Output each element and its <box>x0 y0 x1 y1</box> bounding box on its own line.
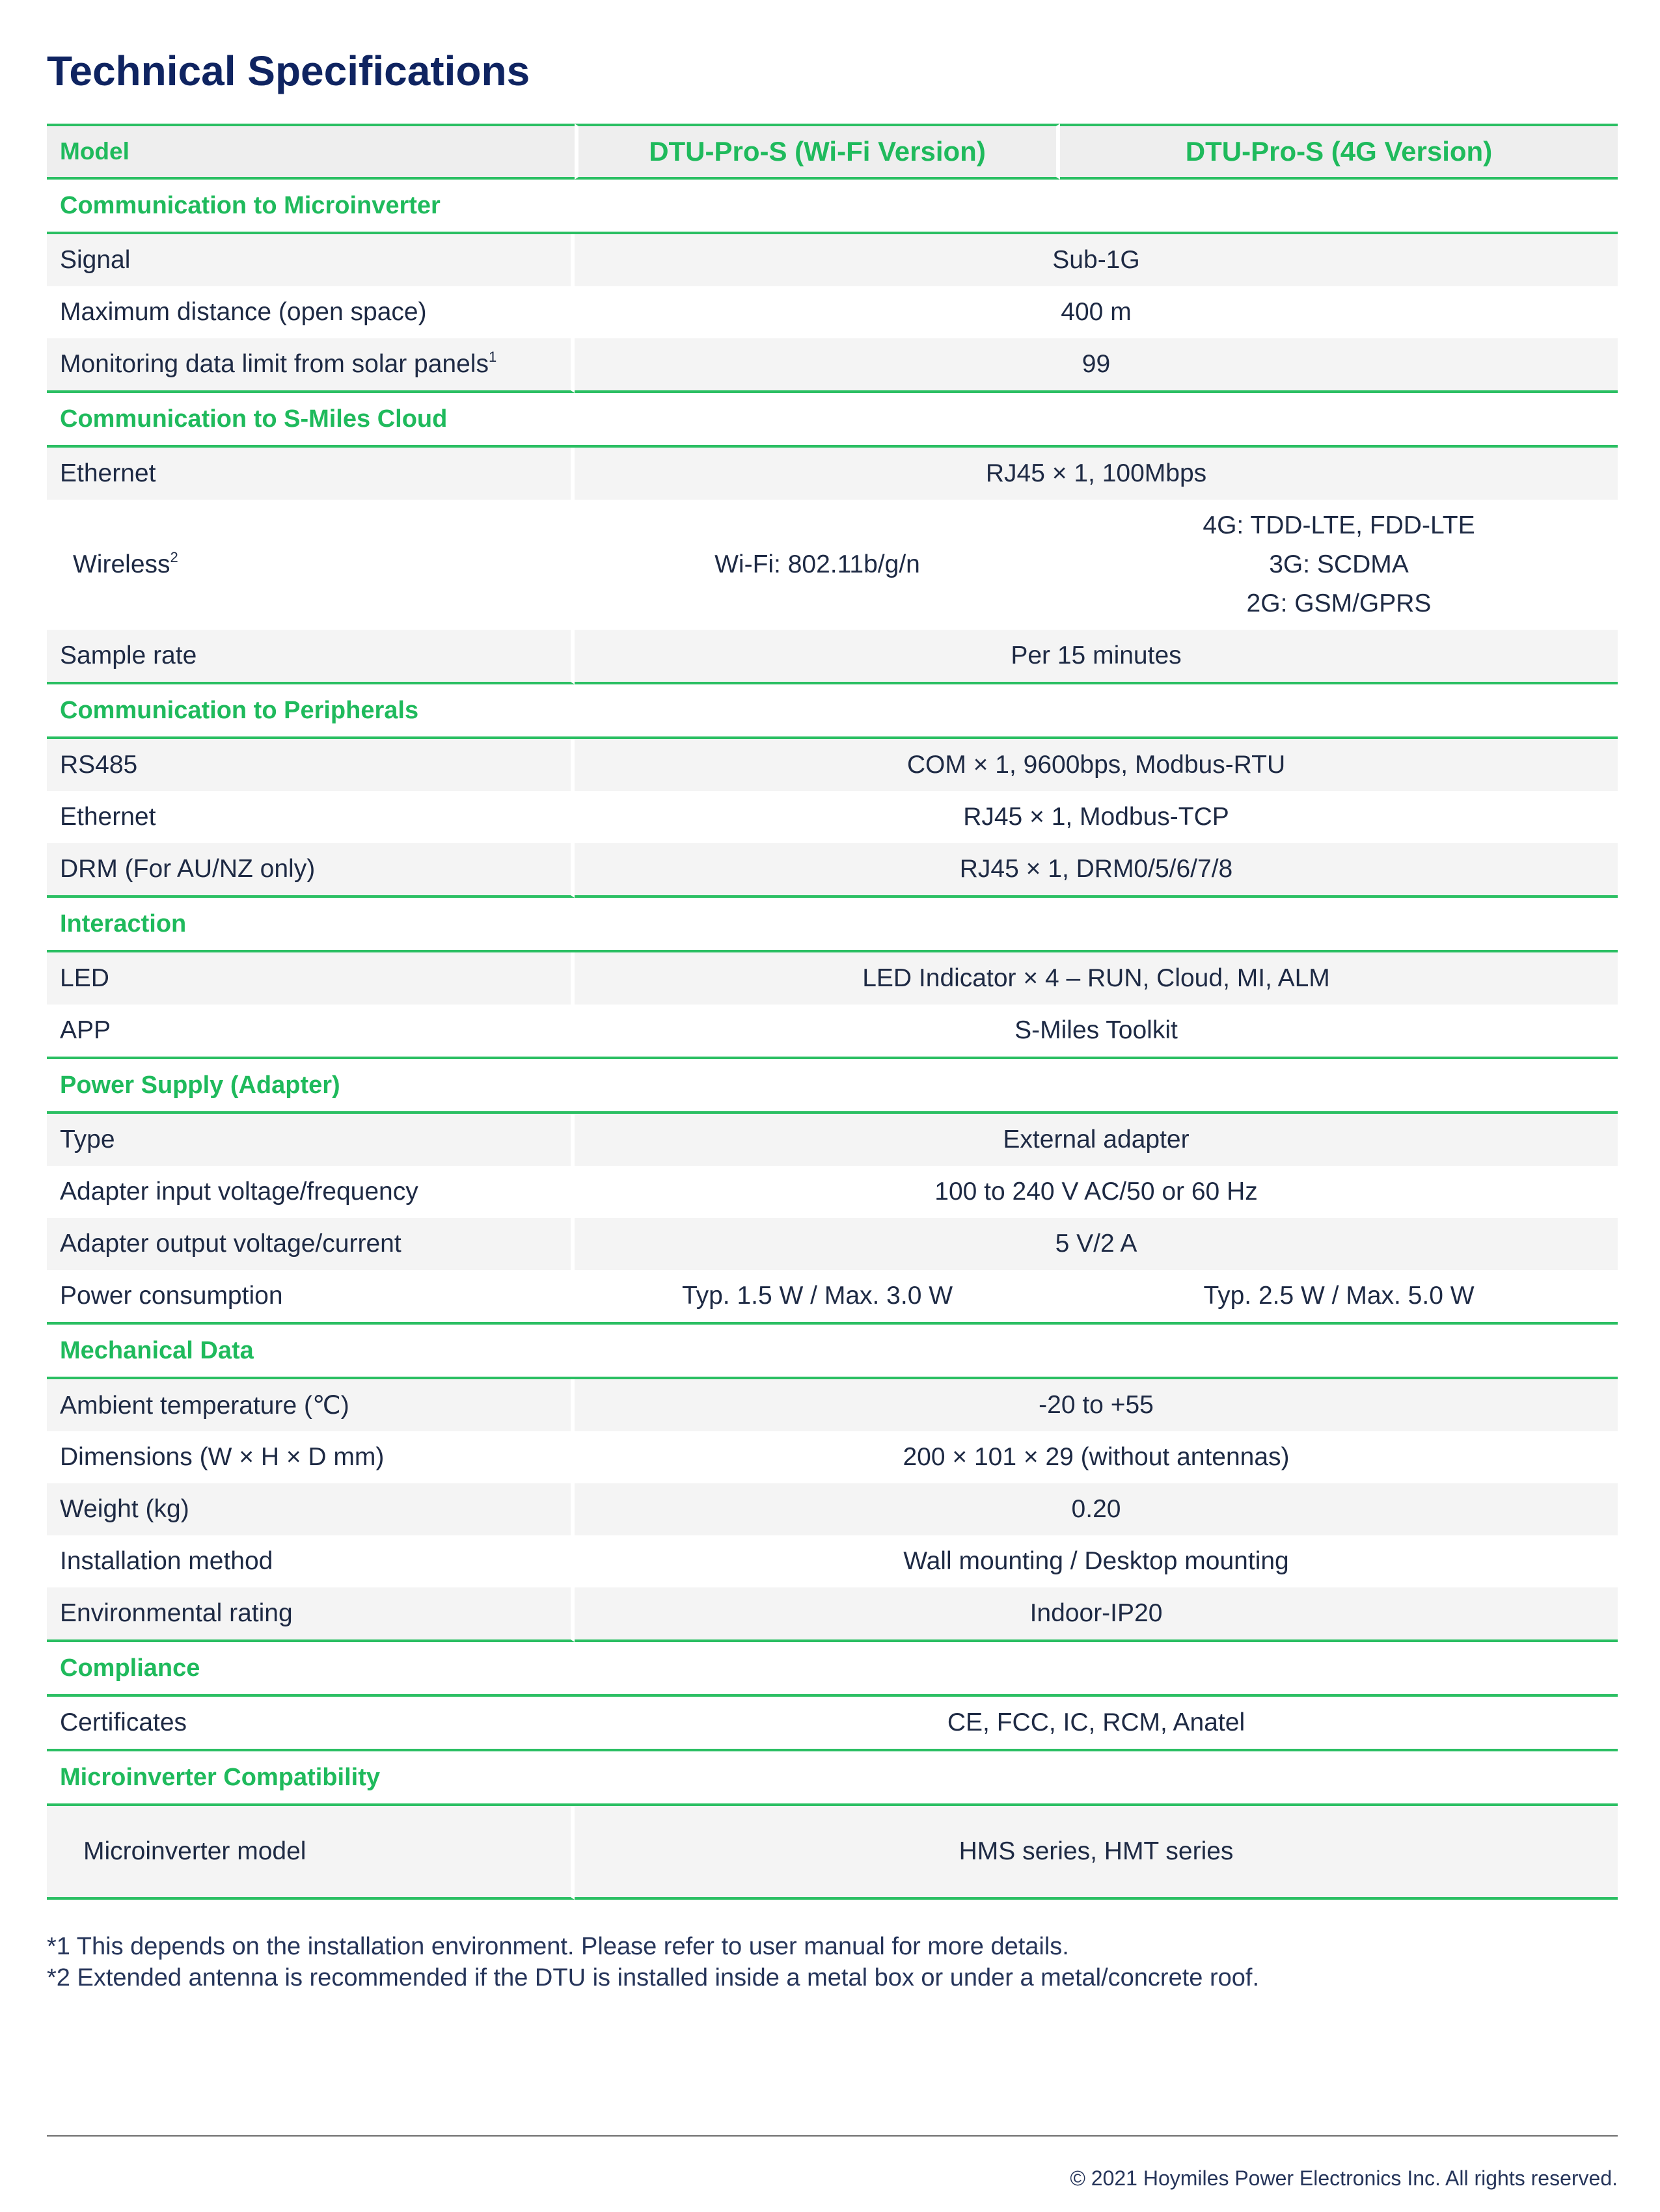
row-value: External adapter <box>575 1114 1618 1166</box>
row-value: COM × 1, 9600bps, Modbus-RTU <box>575 739 1618 791</box>
row-value-4g: Typ. 2.5 W / Max. 5.0 W <box>1060 1270 1618 1325</box>
footer-divider <box>47 2135 1618 2137</box>
table-row <box>47 500 1618 630</box>
row-value: 400 m <box>1061 298 1132 326</box>
row-value-wifi: Typ. 1.5 W / Max. 3.0 W <box>575 1270 1060 1325</box>
footnote-2: *2 Extended antenna is recommended if the DTU is installed inside a metal box or under a metal/concrete roof. <box>47 1964 1260 1991</box>
row-label: Dimensions (W × H × D mm) <box>60 1443 385 1471</box>
row-label: Monitoring data limit from solar panels <box>60 350 489 378</box>
header-row <box>47 124 1618 180</box>
row-label: Microinverter model <box>47 1806 575 1900</box>
section-header <box>47 1325 1618 1379</box>
row-value: 100 to 240 V AC/50 or 60 Hz <box>934 1178 1258 1206</box>
section-header <box>47 684 1618 739</box>
row-value-wifi: Wi-Fi: 802.11b/g/n <box>714 550 920 578</box>
table-row <box>47 1587 1618 1642</box>
row-label: Ambient temperature (℃) <box>47 1379 575 1431</box>
footnote-ref: 2 <box>170 549 178 565</box>
value-line: 4G: TDD-LTE, FDD-LTE <box>1203 511 1475 539</box>
row-label: Signal <box>47 234 575 286</box>
row-label: LED <box>47 952 575 1005</box>
row-label: Wireless <box>73 550 170 578</box>
section-header <box>47 1642 1618 1697</box>
row-label: Installation method <box>60 1547 273 1575</box>
section-compliance: Compliance <box>47 1642 1618 1697</box>
section-microinverter: Communication to Microinverter <box>47 180 1618 234</box>
row-value: HMS series, HMT series <box>575 1806 1618 1900</box>
spec-table <box>47 124 1618 1900</box>
row-label: Ethernet <box>60 803 156 831</box>
section-interaction: Interaction <box>47 898 1618 952</box>
row-value: Sub-1G <box>575 234 1618 286</box>
table-row <box>47 1431 1618 1483</box>
value-line: 2G: GSM/GPRS <box>1246 589 1432 617</box>
value-line: 3G: SCDMA <box>1269 550 1409 578</box>
page-title: Technical Specifications <box>47 47 530 94</box>
header-4g-version: DTU-Pro-S (4G Version) <box>1060 124 1618 180</box>
row-value: Indoor-IP20 <box>575 1587 1618 1642</box>
row-label: Ethernet <box>47 448 575 500</box>
table-row <box>47 843 1618 898</box>
table-row <box>47 1218 1618 1270</box>
row-label: Power consumption <box>47 1270 575 1325</box>
row-value: 5 V/2 A <box>575 1218 1618 1270</box>
table-row <box>47 1483 1618 1535</box>
row-value: Wall mounting / Desktop mounting <box>903 1547 1289 1575</box>
section-peripherals: Communication to Peripherals <box>47 684 1618 739</box>
row-value: LED Indicator × 4 – RUN, Cloud, MI, ALM <box>575 952 1618 1005</box>
row-value: -20 to +55 <box>575 1379 1618 1431</box>
row-label: Weight (kg) <box>47 1483 575 1535</box>
table-row <box>47 286 1618 338</box>
row-value: Per 15 minutes <box>575 630 1618 684</box>
row-value: RJ45 × 1, 100Mbps <box>575 448 1618 500</box>
table-row <box>47 1806 1618 1900</box>
section-header <box>47 898 1618 952</box>
table-row <box>47 630 1618 684</box>
footnote-1: *1 This depends on the installation environment. Please refer to user manual for more details. <box>47 1933 1069 1960</box>
section-header <box>47 1059 1618 1114</box>
row-label: Maximum distance (open space) <box>60 298 427 326</box>
row-label: Sample rate <box>47 630 575 684</box>
row-label: Environmental rating <box>47 1587 575 1642</box>
section-cloud: Communication to S-Miles Cloud <box>47 393 1618 448</box>
table-row <box>47 1697 1618 1751</box>
section-compatibility: Microinverter Compatibility <box>47 1751 1618 1806</box>
table-row <box>47 1270 1618 1325</box>
footnote-ref: 1 <box>488 349 497 365</box>
row-value: S-Miles Toolkit <box>575 1005 1618 1059</box>
table-row <box>47 1114 1618 1166</box>
footnotes <box>47 1931 1259 1993</box>
row-label: APP <box>47 1005 575 1059</box>
row-label: Certificates <box>47 1697 575 1751</box>
row-label: RS485 <box>47 739 575 791</box>
row-value: 99 <box>575 338 1618 393</box>
section-header <box>47 393 1618 448</box>
table-row <box>47 338 1618 393</box>
row-label: Type <box>47 1114 575 1166</box>
row-label: Adapter output voltage/current <box>47 1218 575 1270</box>
table-row <box>47 791 1618 843</box>
table-row <box>47 234 1618 286</box>
copyright-notice: © 2021 Hoymiles Power Electronics Inc. All rights reserved. <box>1070 2166 1618 2190</box>
row-label: DRM (For AU/NZ only) <box>47 843 575 898</box>
table-row <box>47 1379 1618 1431</box>
row-value: RJ45 × 1, Modbus-TCP <box>963 803 1229 831</box>
row-value: CE, FCC, IC, RCM, Anatel <box>575 1697 1618 1751</box>
table-row <box>47 739 1618 791</box>
row-value: RJ45 × 1, DRM0/5/6/7/8 <box>575 843 1618 898</box>
table-row <box>47 1005 1618 1059</box>
table-row <box>47 1166 1618 1218</box>
table-row <box>47 448 1618 500</box>
section-mechanical: Mechanical Data <box>47 1325 1618 1379</box>
table-row <box>47 952 1618 1005</box>
section-header <box>47 180 1618 234</box>
row-value-4g <box>1060 500 1618 630</box>
header-wifi-version: DTU-Pro-S (Wi-Fi Version) <box>575 124 1060 180</box>
row-label-cell <box>47 500 575 630</box>
row-label-cell <box>47 338 575 393</box>
header-model: Model <box>47 124 575 180</box>
table-row <box>47 1535 1618 1587</box>
row-value: 0.20 <box>575 1483 1618 1535</box>
section-power: Power Supply (Adapter) <box>47 1059 1618 1114</box>
row-label: Adapter input voltage/frequency <box>60 1178 418 1206</box>
row-value: 200 × 101 × 29 (without antennas) <box>903 1443 1290 1471</box>
section-header <box>47 1751 1618 1806</box>
